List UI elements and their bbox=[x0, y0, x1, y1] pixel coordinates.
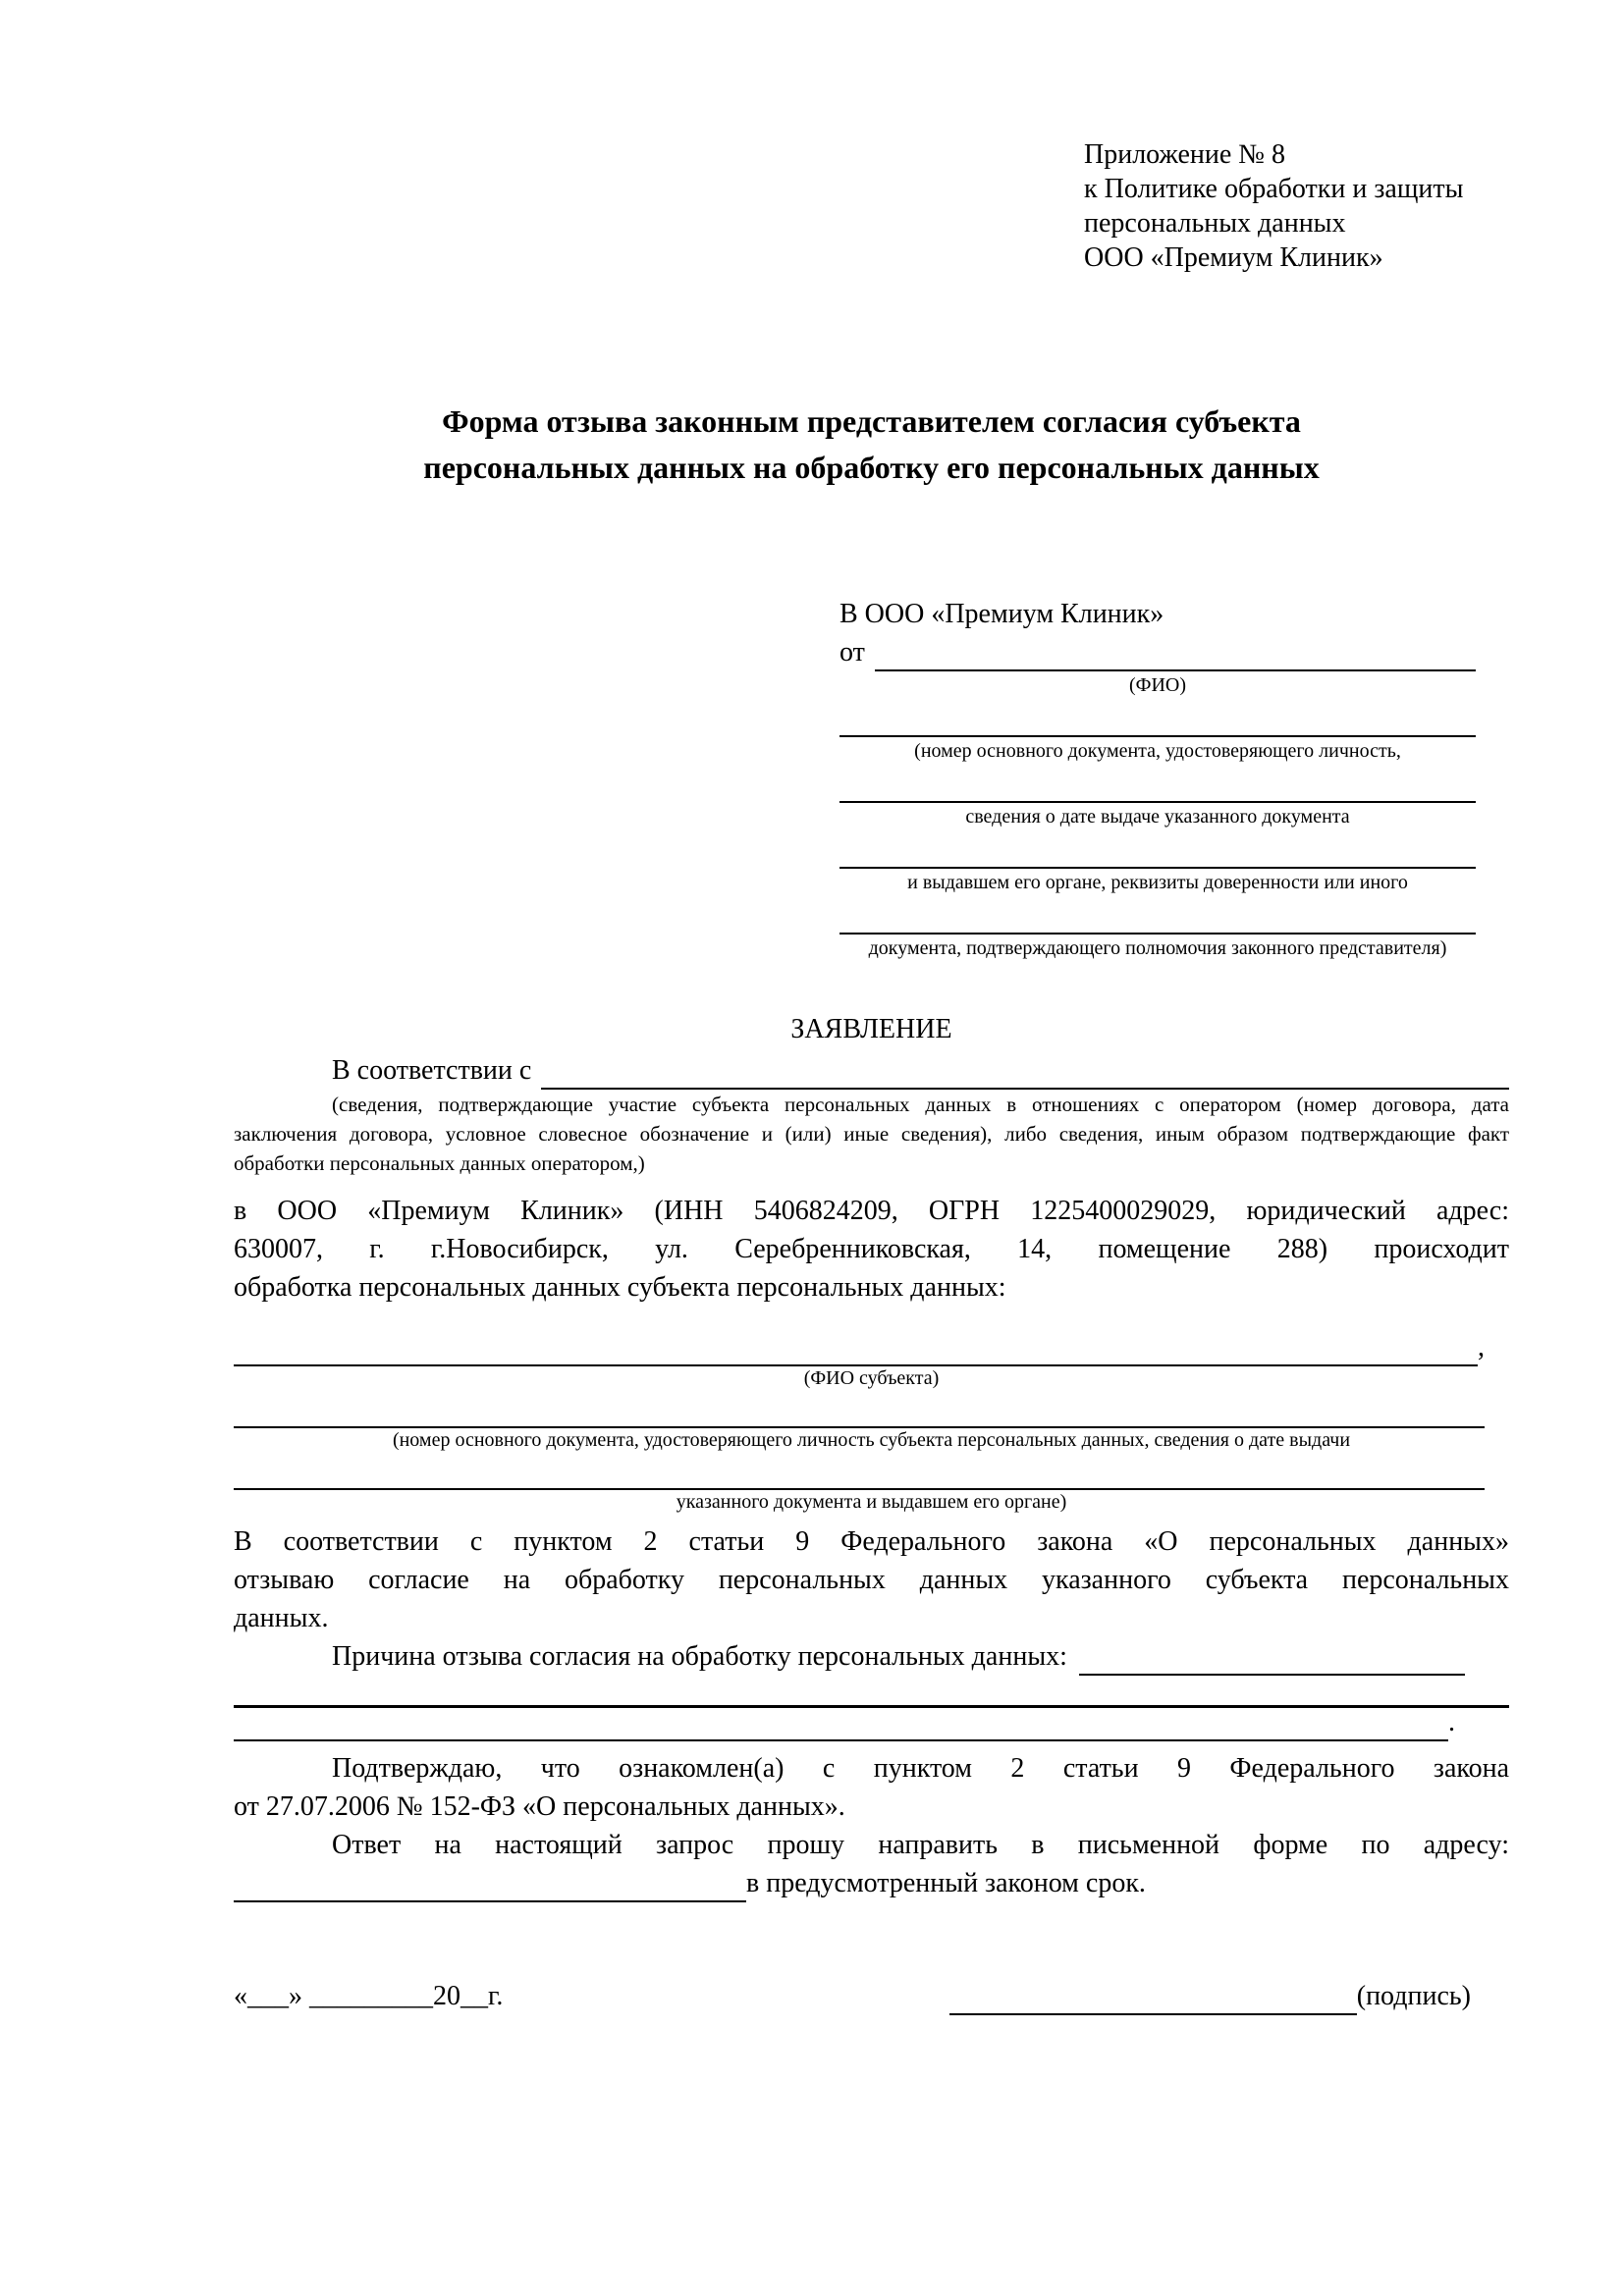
subject-doc-blank-line-1 bbox=[234, 1391, 1485, 1428]
accordance-prefix: В соответствии с bbox=[332, 1055, 532, 1086]
appendix-header bbox=[1084, 137, 1509, 275]
response-address-blank-line bbox=[234, 1900, 746, 1902]
subject-doc-blank-line-2 bbox=[234, 1453, 1485, 1490]
operator-line-1: в ООО «Премиум Клиник» (ИНН 5406824209, ОГРН 1225400029029, юридический адрес: bbox=[234, 1196, 1509, 1226]
accordance-blank-line bbox=[541, 1051, 1509, 1090]
accordance-note bbox=[234, 1090, 1509, 1178]
response-tail: в предусмотренный законом срок. bbox=[746, 1868, 1146, 1898]
doc-authority-blank-line bbox=[839, 829, 1476, 869]
doc-number-blank-line bbox=[839, 698, 1476, 737]
response-request-line: Ответ на настоящий запрос прошу направить в письменной форме по адресу: bbox=[332, 1830, 1509, 1860]
addressee-from-prefix: от bbox=[839, 637, 865, 667]
appendix-line-1: Приложение № 8 bbox=[1084, 139, 1285, 170]
signature-label: (подпись) bbox=[1356, 1981, 1471, 2011]
reason-blank-row-3 bbox=[234, 1708, 1455, 1741]
withdrawal-line-2: отзываю согласие на обработку персональных данных указанного субъекта персональных bbox=[234, 1565, 1509, 1595]
withdrawal-line-1: В соответствии с пунктом 2 статьи 9 Федерального закона «О персональных данных» bbox=[234, 1526, 1509, 1557]
fio-blank-line bbox=[875, 633, 1476, 671]
statement-heading: ЗАЯВЛЕНИЕ bbox=[790, 1014, 952, 1044]
addressee-from-row bbox=[839, 633, 1476, 671]
confirmation-line-1: Подтверждаю, что ознакомлен(а) с пунктом 2 статьи 9 Федерального закона bbox=[332, 1753, 1509, 1784]
subject-fio-label: (ФИО субъекта) bbox=[803, 1367, 940, 1389]
appendix-line-3: персональных данных bbox=[1084, 208, 1346, 239]
date-line: «___» _________20__г. bbox=[234, 1981, 504, 2011]
reason-row bbox=[234, 1637, 1509, 1676]
doc-number-label: (номер основного документа, удостоверяющего личность, bbox=[914, 740, 1401, 762]
signature-blank-line bbox=[949, 2013, 1357, 2015]
subject-doc-label-2: указанного документа и выдавшем его органе) bbox=[676, 1491, 1067, 1513]
addressee-block bbox=[839, 595, 1476, 961]
note-line-1: (сведения, подтверждающие участие субъекта персональных данных в отношениях с оператором (номер договора, дата bbox=[332, 1093, 1509, 1116]
document-title-line-1: Форма отзыва законным представителем согласия субъекта bbox=[442, 403, 1301, 439]
reason-period: . bbox=[1448, 1707, 1455, 1737]
appendix-line-2: к Политике обработки и защиты bbox=[1084, 174, 1464, 204]
confirmation-line-2: от 27.07.2006 № 152-ФЗ «О персональных данных». bbox=[234, 1791, 845, 1822]
doc-authority-label: и выдавшем его органе, реквизиты доверенности или иного bbox=[907, 872, 1408, 893]
withdrawal-line-3: данных. bbox=[234, 1603, 329, 1633]
reason-prefix: Причина отзыва согласия на обработку персональных данных: bbox=[332, 1641, 1067, 1672]
withdrawal-paragraph bbox=[234, 1522, 1509, 1637]
response-address-row bbox=[234, 1864, 1509, 1902]
reason-blank-line bbox=[1079, 1637, 1465, 1676]
operator-paragraph bbox=[234, 1192, 1509, 1307]
operator-line-3: обработка персональных данных субъекта персональных данных: bbox=[234, 1272, 1006, 1303]
subject-fio-row bbox=[234, 1328, 1485, 1366]
confirmation-paragraph bbox=[234, 1749, 1509, 1826]
footer-row bbox=[234, 1977, 1509, 2015]
reason-blank-line-3 bbox=[234, 1739, 1448, 1741]
document-content bbox=[234, 0, 1509, 2015]
note-line-3: обработки персональных данных оператором,) bbox=[234, 1151, 645, 1175]
document-title-line-2: персональных данных на обработку его персональных данных bbox=[423, 450, 1320, 485]
fio-label: (ФИО) bbox=[1128, 674, 1186, 696]
note-line-2: заключения договора, условное словесное обозначение и (или) иные сведения), либо сведения, иным образом подтверждающие факт bbox=[234, 1122, 1509, 1146]
signature-group bbox=[949, 1977, 1471, 2015]
doc-power-blank-line bbox=[839, 895, 1476, 934]
reason-blank-line-2 bbox=[234, 1676, 1509, 1708]
document-title bbox=[234, 399, 1509, 491]
operator-line-2: 630007, г. г.Новосибирск, ул. Серебренниковская, 14, помещение 288) происходит bbox=[234, 1234, 1509, 1264]
addressee-to: В ООО «Премиум Клиник» bbox=[839, 599, 1164, 629]
appendix-line-4: ООО «Премиум Клиник» bbox=[1084, 242, 1383, 273]
accordance-row bbox=[234, 1051, 1509, 1090]
subject-doc-label-1: (номер основного документа, удостоверяющего личность субъекта персональных данных, сведения о дате выдачи bbox=[392, 1429, 1351, 1451]
subject-fio-comma: , bbox=[1478, 1332, 1485, 1362]
doc-issue-date-label: сведения о дате выдаче указанного документа bbox=[965, 806, 1350, 828]
doc-issue-date-blank-line bbox=[839, 764, 1476, 803]
doc-power-label: документа, подтверждающего полномочия законного представителя) bbox=[868, 937, 1447, 959]
